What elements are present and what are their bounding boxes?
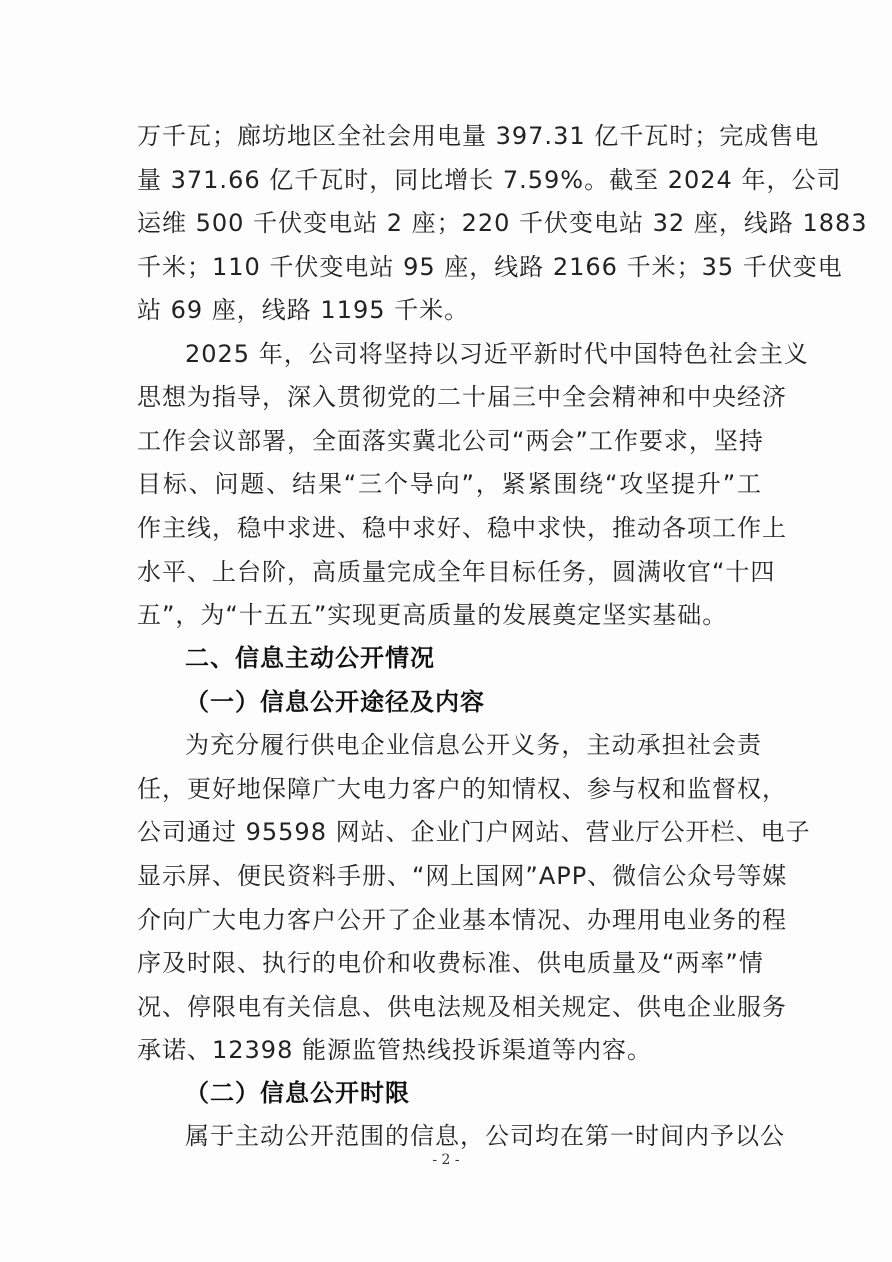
text-line: 运维 500 千伏变电站 2 座；220 千伏变电站 32 座，线路 1883 — [137, 209, 868, 237]
text-line: 况、停限电有关信息、供电法规及相关规定、供电企业服务 — [137, 993, 787, 1021]
text-line: 为充分履行供电企业信息公开义务，主动承担社会责 — [185, 731, 762, 759]
text-line: 万千瓦；廊坊地区全社会用电量 397.31 亿千瓦时；完成售电 — [137, 122, 820, 150]
text-line: 五”，为“十五五”实现更高质量的发展奠定坚实基础。 — [137, 601, 728, 629]
subsection-heading: （二）信息公开时限 — [185, 1079, 410, 1107]
text-line: 目标、问题、结果“三个导向”，紧紧围绕“攻坚提升”工 — [137, 470, 762, 498]
text-line: 承诺、12398 能源监管热线投诉渠道等内容。 — [137, 1036, 652, 1064]
text-line: 任，更好地保障广大电力客户的知情权、参与权和监督权， — [137, 775, 787, 803]
text-line: 思想为指导，深入贯彻党的二十届三中全会精神和中央经济 — [137, 383, 787, 411]
text-line: 公司通过 95598 网站、企业门户网站、营业厅公开栏、电子 — [137, 818, 811, 846]
section-heading: 二、信息主动公开情况 — [185, 644, 435, 672]
text-line: 水平、上台阶，高质量完成全年目标任务，圆满收官“十四 — [137, 558, 776, 586]
text-line: 介向广大电力客户公开了企业基本情况、办理用电业务的程 — [137, 906, 787, 934]
text-line: 属于主动公开范围的信息，公司均在第一时间内予以公 — [185, 1122, 785, 1150]
text-line: 量 371.66 亿千瓦时，同比增长 7.59%。截至 2024 年，公司 — [137, 166, 842, 194]
text-line: 2025 年，公司将坚持以习近平新时代中国特色社会主义 — [185, 340, 809, 368]
subsection-heading: （一）信息公开途径及内容 — [185, 688, 485, 716]
text-line: 序及时限、执行的电价和收费标准、供电质量及“两率”情 — [137, 949, 764, 977]
text-line: 千米；110 千伏变电站 95 座，线路 2166 千米；35 千伏变电 — [137, 253, 843, 281]
text-line: 站 69 座，线路 1195 千米。 — [137, 296, 470, 324]
text-line: 工作会议部署，全面落实冀北公司“两会”工作要求，坚持 — [137, 427, 764, 455]
text-line: 作主线，稳中求进、稳中求好、稳中求快，推动各项工作上 — [137, 514, 787, 542]
text-line: 显示屏、便民资料手册、“网上国网”APP、微信公众号等媒 — [137, 862, 788, 890]
page-number: - 2 - — [432, 1152, 460, 1168]
